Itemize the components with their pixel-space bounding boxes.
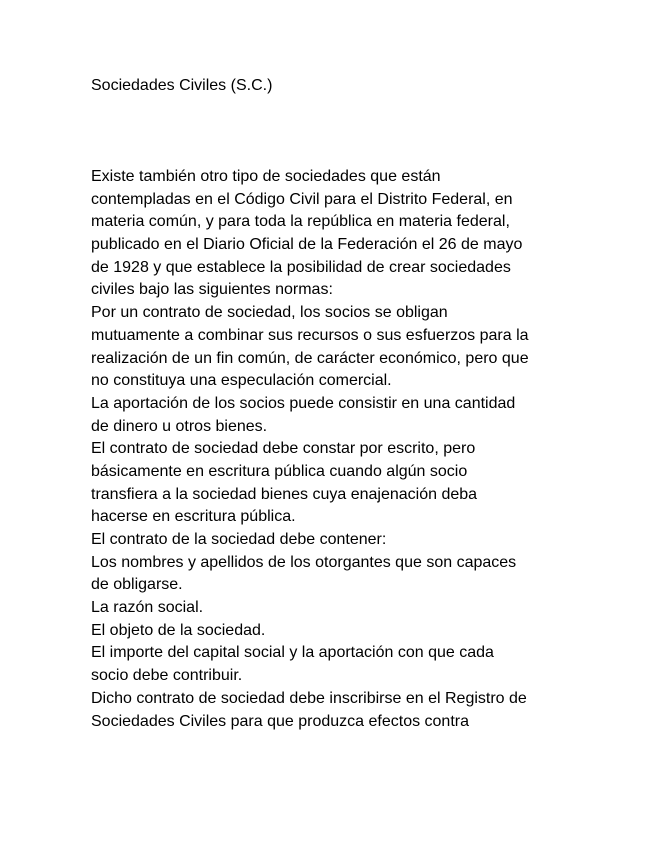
body-line: El contrato de la sociedad debe contener: <box>91 531 387 548</box>
body-line: Los nombres y apellidos de los otorgantes que son capaces <box>91 553 517 571</box>
body-line: socio debe contribuir. <box>91 667 243 685</box>
body-line: materia común, y para toda la república en materia federal, <box>91 213 510 231</box>
body-line: de 1928 y que establece la posibilidad de crear sociedades <box>91 258 511 276</box>
body-line: Sociedades Civiles para que produzca efectos contra <box>91 712 469 730</box>
body-line: La razón social. <box>91 599 204 617</box>
body-line: no constituya una especulación comercial. <box>91 372 392 390</box>
body-line: mutuamente a combinar sus recursos o sus esfuerzos para la <box>91 326 529 344</box>
document-body <box>91 166 571 733</box>
body-line: El contrato de sociedad debe constar por escrito, pero <box>91 440 476 458</box>
body-line: básicamente en escritura pública cuando algún socio <box>91 462 468 480</box>
body-line: La aportación de los socios puede consistir en una cantidad <box>91 394 516 412</box>
body-line: de obligarse. <box>91 576 183 594</box>
body-line: El objeto de la sociedad. <box>91 621 266 639</box>
body-line: Existe también otro tipo de sociedades que están <box>91 168 441 185</box>
body-line: hacerse en escritura pública. <box>91 508 296 526</box>
document-title: Sociedades Civiles (S.C.) <box>91 77 273 94</box>
body-line: Por un contrato de sociedad, los socios se obligan <box>91 304 448 322</box>
body-line: Dicho contrato de sociedad debe inscribirse en el Registro de <box>91 689 527 707</box>
body-line: transfiera a la sociedad bienes cuya enajenación deba <box>91 485 478 503</box>
body-line: El importe del capital social y la aportación con que cada <box>91 644 494 662</box>
body-line: de dinero u otros bienes. <box>91 417 268 435</box>
body-line: civiles bajo las siguientes normas: <box>91 281 333 299</box>
body-line: publicado en el Diario Oficial de la Federación el 26 de mayo <box>91 236 523 254</box>
body-line: realización de un fin común, de carácter económico, pero que <box>91 349 529 367</box>
body-line: contempladas en el Código Civil para el Distrito Federal, en <box>91 190 513 208</box>
